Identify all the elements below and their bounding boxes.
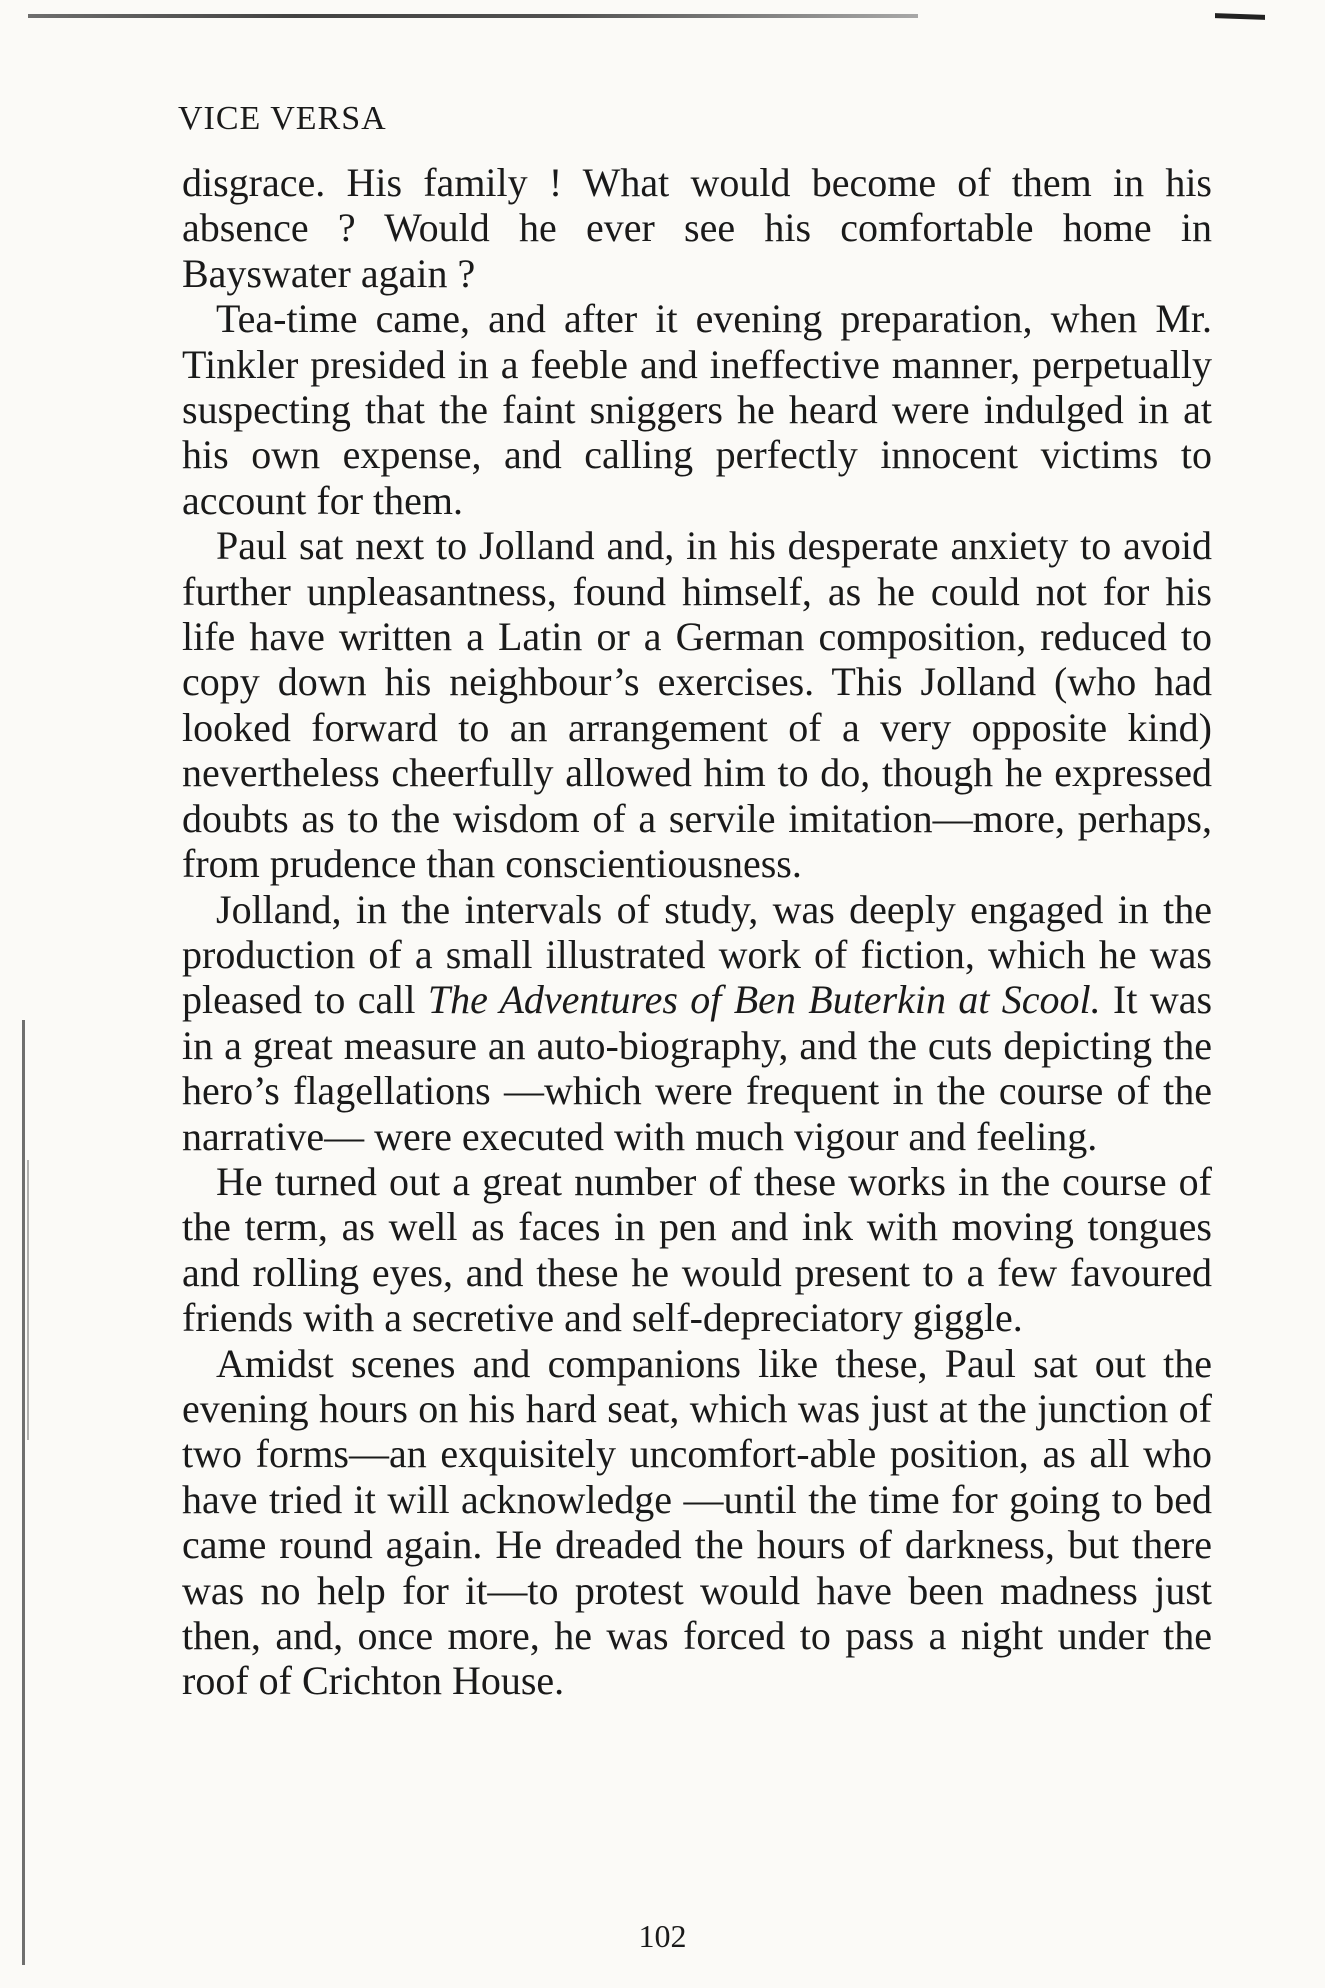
paragraph-4 xyxy=(182,887,1212,1159)
page-number: 102 xyxy=(638,1918,687,1954)
paragraph-1: disgrace. His family ! What would become of them in his absence ? Would he ever see his comfortable home in Bayswater again ? xyxy=(182,160,1212,296)
top-rule xyxy=(28,14,918,18)
book-title: The Adventures of Ben Buterkin at Scool. xyxy=(427,977,1101,1023)
running-head: VICE VERSA xyxy=(178,100,387,137)
top-rule-mark xyxy=(1215,13,1265,20)
paragraph-2: Tea-time came, and after it evening preparation, when Mr. Tinkler presided in a feeble and ineffective manner, perpetually suspecting that the faint sniggers he heard were indulged in at his own expense, and calling perfectly innocent victims to account for them. xyxy=(182,296,1212,523)
body-text xyxy=(182,160,1212,1704)
margin-line xyxy=(22,1020,25,1965)
paragraph-4-after: It was in a great measure an auto-biography, and the cuts depicting the hero’s flagellations —which were frequent in the course of the narrative— were executed with much vigour and feeling. xyxy=(182,977,1213,1159)
margin-line-secondary xyxy=(27,1160,29,1440)
paragraph-5: He turned out a great number of these works in the course of the term, as well as faces in pen and ink with moving tongues and rolling eyes, and these he would present to a few favoured friends with a secretive and self-depreciatory giggle. xyxy=(182,1158,1212,1341)
paragraph-4-before: Jolland, in the intervals of study, was deeply engaged in the production of a small illustrated work of fiction, which he was pleased to call xyxy=(182,886,1212,1023)
paragraph-3: Paul sat next to Jolland and, in his desperate anxiety to avoid further unpleasantness, found himself, as he could not for his life have written a Latin or a German composition, reduced to copy down his neighbour’s exercises. This Jolland (who had looked forward to an arrangement of a very opposite kind) nevertheless cheerfully allowed him to do, though he expressed doubts as to the wisdom of a servile imitation—more, perhaps, from prudence than conscientiousness. xyxy=(182,523,1212,887)
paragraph-6: Amidst scenes and companions like these, Paul sat out the evening hours on his hard seat, which was just at the junction of two forms—an exquisitely uncomfort-able position, as all who have tried it will acknowledge —until the time for going to bed came round again. He dreaded the hours of darkness, but there was no help for it—to protest would have been madness just then, and, once more, he was forced to pass a night under the roof of Crichton House. xyxy=(182,1340,1212,1704)
